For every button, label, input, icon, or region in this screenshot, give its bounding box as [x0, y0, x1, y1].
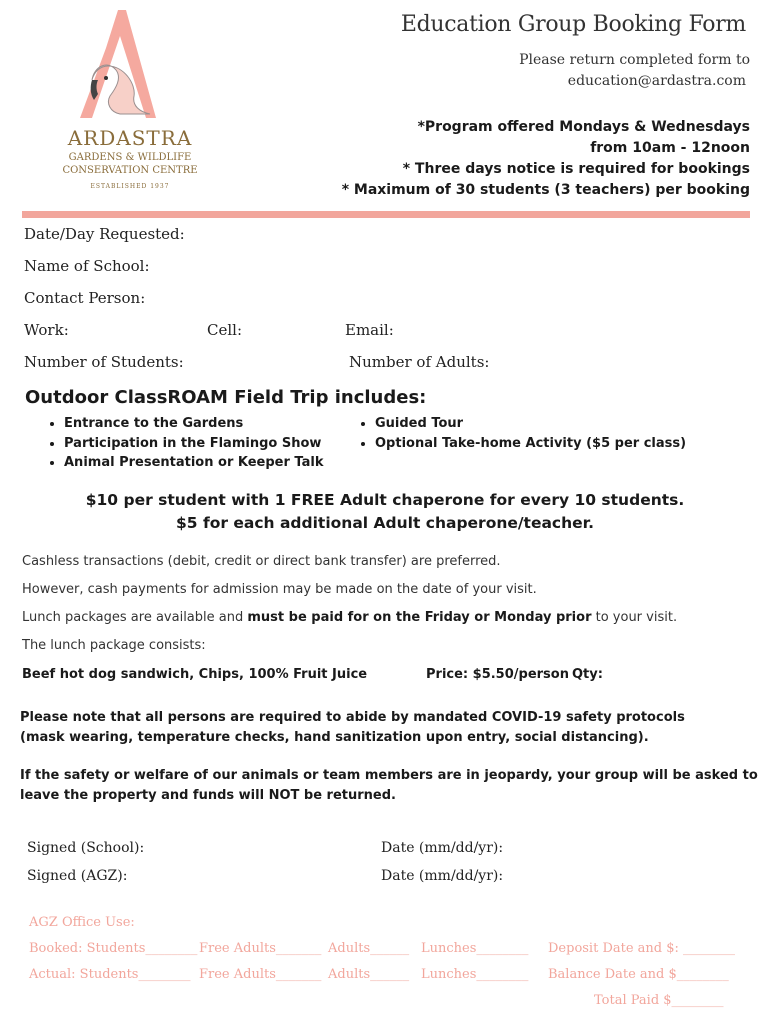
actual-lunches-field[interactable]: Lunches________ [421, 967, 529, 982]
date-requested-field[interactable]: Date/Day Requested: [24, 225, 185, 243]
lunch-qty-field[interactable]: Qty: [572, 667, 603, 682]
includes-list-left [44, 414, 323, 473]
notice-max-students: * Maximum of 30 students (3 teachers) per booking [341, 182, 750, 198]
deposit-field[interactable]: Deposit Date and $: ________ [548, 941, 736, 956]
date-agz-field[interactable]: Date (mm/dd/yr): [381, 868, 504, 884]
email-field[interactable]: Email: [345, 321, 394, 339]
work-phone-field[interactable]: Work: [24, 321, 69, 339]
lunch-note-part3: to your visit. [591, 610, 678, 625]
pricing-line1: $10 per student with 1 FREE Adult chaperone for every 10 students. [85, 491, 685, 509]
header-divider [22, 211, 750, 218]
booked-lunches-field[interactable]: Lunches________ [421, 941, 529, 956]
school-name-field[interactable]: Name of School: [24, 257, 150, 275]
number-students-field[interactable]: Number of Students: [24, 353, 184, 371]
booked-free-adults-field[interactable]: Free Adults_______ [199, 941, 322, 956]
logo-line3: CONSERVATION CENTRE [62, 165, 198, 176]
actual-free-adults-field[interactable]: Free Adults_______ [199, 967, 322, 982]
notice-program-days: *Program offered Mondays & Wednesdays [417, 119, 750, 135]
total-paid-field[interactable]: Total Paid $________ [594, 993, 724, 1008]
actual-adults-field[interactable]: Adults______ [328, 967, 410, 982]
list-item: • Guided Tour [375, 414, 686, 434]
return-email[interactable]: education@ardastra.com [567, 73, 746, 89]
logo-name: ARDASTRA [67, 126, 193, 150]
booked-adults-field[interactable]: Adults______ [328, 941, 410, 956]
payment-lunch-note [22, 610, 677, 625]
list-item: • Optional Take-home Activity ($5 per class) [375, 434, 686, 454]
lunch-item: Beef hot dog sandwich, Chips, 100% Fruit Juice [22, 667, 368, 682]
notice-three-days: * Three days notice is required for bookings [402, 161, 750, 177]
logo-established: ESTABLISHED 1937 [90, 183, 170, 190]
list-item: • Animal Presentation or Keeper Talk [64, 453, 323, 473]
lunch-package-label: The lunch package consists: [22, 638, 206, 653]
list-item: • Entrance to the Gardens [64, 414, 323, 434]
safety-note-line2: leave the property and funds will NOT be returned. [20, 788, 396, 803]
payment-cashless: Cashless transactions (debit, credit or direct bank transfer) are preferred. [22, 554, 501, 569]
number-adults-field[interactable]: Number of Adults: [349, 353, 490, 371]
pricing-line2: $5 for each additional Adult chaperone/teacher. [175, 514, 594, 532]
safety-note-line1: If the safety or welfare of our animals or team members are in jeopardy, your group will be asked to [20, 768, 758, 783]
actual-students-field[interactable]: Actual: Students________ [29, 967, 191, 982]
includes-heading: Outdoor ClassROAM Field Trip includes: [25, 387, 427, 408]
signed-school-field[interactable]: Signed (School): [27, 840, 145, 856]
includes-list-right [355, 414, 686, 453]
lunch-note-part1: Lunch packages are available and [22, 610, 248, 625]
contact-person-field[interactable]: Contact Person: [24, 289, 146, 307]
page-title: Education Group Booking Form [400, 12, 746, 37]
lunch-price: Price: $5.50/person [426, 667, 569, 682]
logo-line2: GARDENS & WILDLIFE [68, 152, 192, 163]
signed-agz-field[interactable]: Signed (AGZ): [27, 868, 128, 884]
cell-phone-field[interactable]: Cell: [207, 321, 243, 339]
list-item: • Participation in the Flamingo Show [64, 434, 323, 454]
booked-students-field[interactable]: Booked: Students________ [29, 941, 198, 956]
payment-cash: However, cash payments for admission may be made on the date of your visit. [22, 582, 537, 597]
balance-field[interactable]: Balance Date and $________ [548, 967, 729, 982]
return-instruction: Please return completed form to [519, 52, 750, 68]
covid-note-line2: (mask wearing, temperature checks, hand sanitization upon entry, social distancing). [20, 730, 649, 745]
ardastra-logo [50, 8, 210, 198]
date-school-field[interactable]: Date (mm/dd/yr): [381, 840, 504, 856]
office-use-heading: AGZ Office Use: [29, 915, 135, 930]
notice-program-time: from 10am - 12noon [590, 140, 750, 156]
covid-note-line1: Please note that all persons are required to abide by mandated COVID-19 safety protocols [20, 710, 685, 725]
lunch-note-bold: must be paid for on the Friday or Monday prior [247, 610, 592, 625]
